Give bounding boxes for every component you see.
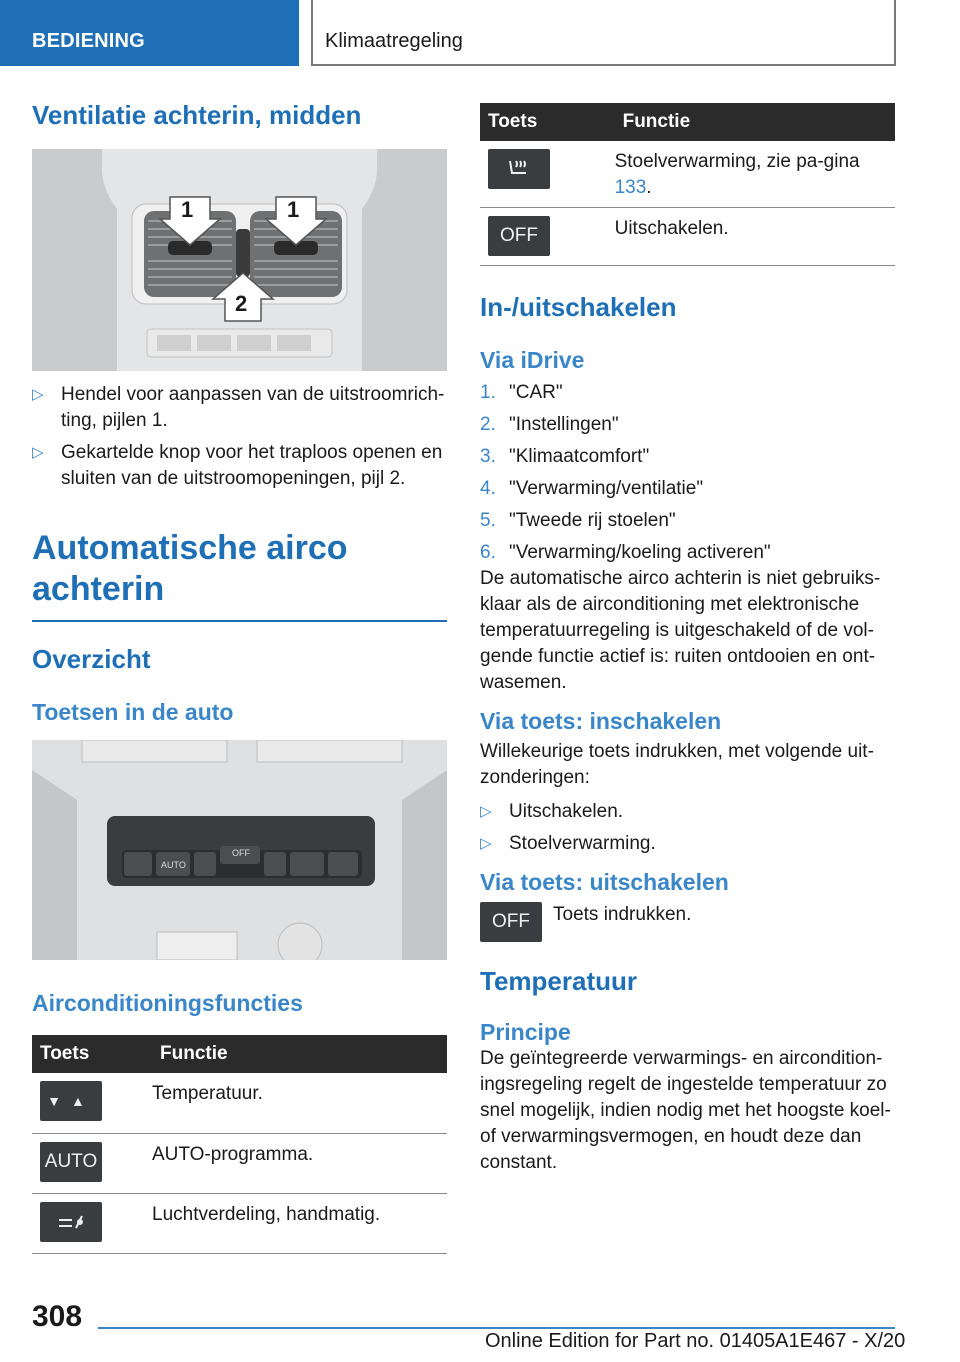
on-bullets [480,799,895,857]
title-rule [32,620,447,622]
table-header [480,103,895,141]
table-cell: Uitschakelen. [615,207,895,265]
list-item: 3. "Klimaatcomfort" [480,445,650,467]
on-title: Via toets: inschakelen [480,707,722,734]
list-item: 1. "CAR" [480,381,563,403]
table-cell: Luchtverdeling, handmatig. [152,1193,447,1253]
table-cell: AUTO-programma. [152,1133,447,1193]
table-row [32,1133,447,1193]
list-item: 6. "Verwarming/koeling activeren" [480,541,771,563]
temp-title: Temperatuur [480,965,637,996]
panel-off-label: OFF [232,848,250,858]
list-item: 4. "Verwarming/ventilatie" [480,477,704,499]
idrive-steps [480,380,895,572]
table-cell: Stoelverwarming, zie pa-gina [614,151,860,172]
panel-photo [32,740,447,960]
auto-title: Automatische airco achterin [32,529,348,608]
idrive-title: Via iDrive [480,346,585,373]
temperature-arrows-icon: ▼▲ [40,1081,102,1121]
functions-table [32,1035,447,1254]
overzicht-title: Overzicht [32,644,151,674]
table-row [32,1193,447,1253]
photo-label-2: 2 [235,291,248,316]
toetsen-title: Toetsen in de auto [32,699,234,725]
list-item: 5. "Tweede rij stoelen" [480,509,676,531]
table-header [32,1035,447,1073]
panel-auto-label: AUTO [161,860,186,870]
vent-photo [32,149,447,371]
list-item: ▷ Uitschakelen. [480,799,895,825]
seat-heating-icon [488,149,550,189]
off-button-icon: OFF [480,902,542,942]
functies-title: Airconditioningsfuncties [32,990,303,1016]
triangle-bullet-icon: ▷ [32,386,44,403]
footer-rule [98,1327,895,1329]
auto-icon: AUTO [40,1142,102,1182]
off-row [480,902,895,942]
table-row [480,207,895,265]
photo-label-1a: 1 [181,197,194,222]
page-number: 308 [32,1300,83,1333]
off-icon: OFF [488,216,550,256]
vent-title: Ventilatie achterin, midden [32,100,362,130]
page-link[interactable]: 133 [614,177,647,198]
col-func: Functie [152,1035,447,1073]
list-item: ▷ Stoelverwarming. [480,831,895,857]
air-distribution-icon [40,1202,102,1242]
table-cell: Temperatuur. [152,1073,447,1133]
triangle-bullet-icon: ▷ [480,834,492,852]
on-paragraph: Willekeurige toets indrukken, met volgende uit-zonderingen: [480,740,874,788]
photo-label-1b: 1 [287,197,300,222]
list-item: ▷ Hendel voor aanpassen van de uitstroomrich-ting, pijlen 1. [32,384,445,431]
triangle-bullet-icon: ▷ [32,444,44,461]
off-title: Via toets: uitschakelen [480,868,729,895]
idrive-paragraph: De automatische airco achterin is niet gebruiks-klaar als de airconditioning met elektronische temperatuurregeling is uitgeschakeld of de vol-gende functie actief is: ruiten ontdooien en ont-wasemen. [480,567,881,693]
principe-title: Principe [480,1018,571,1045]
edition-text: Online Edition for Part no. 01405A1E467 - X/20 [485,1330,906,1352]
table-row [32,1073,447,1133]
functions-table-continued [480,103,895,266]
list-item: ▷ Gekartelde knop voor het traploos openen en sluiten van de uitstroomopeningen, pijl 2. [32,442,443,489]
off-text: Toets indrukken. [553,903,692,925]
chapter-tab: Klimaatregeling [311,0,896,66]
inuit-title: In-/uitschakelen [480,291,677,322]
right-column [480,103,895,1176]
vent-bullets [32,382,447,492]
triangle-bullet-icon: ▷ [480,802,492,820]
list-item: 2. "Instellingen" [480,413,619,435]
col-func: Functie [615,103,895,141]
vent-illustration-icon [32,149,447,371]
table-row: Stoelverwarming, zie pa-gina 133. [480,141,895,207]
left-column [32,100,447,1254]
principe-paragraph: De geïntegreerde verwarmings- en aircondition-ingsregeling regelt de ingestelde temperatuur zo snel mogelijk, indien nodig met het hoogste koel-of verwarmingsvermogen, en houdt deze dan constant. [480,1047,891,1173]
col-key: Toets [32,1035,152,1073]
section-tab: BEDIENING [0,0,299,66]
col-key: Toets [480,103,615,141]
